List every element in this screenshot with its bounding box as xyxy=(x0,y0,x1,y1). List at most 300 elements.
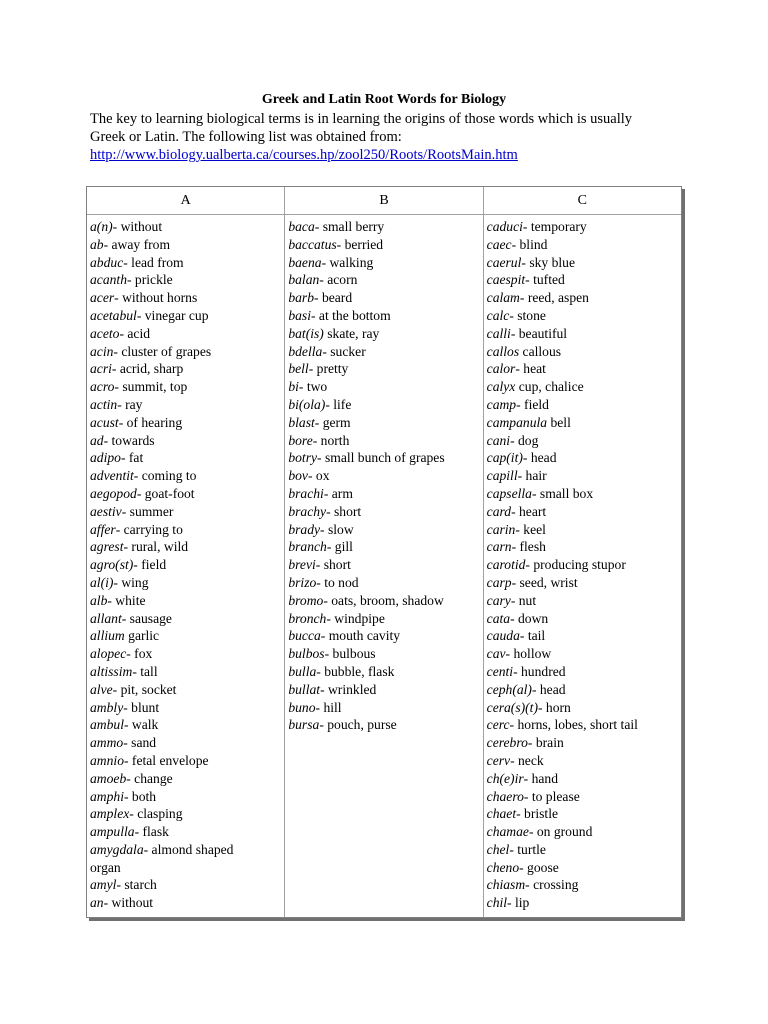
root-separator: - xyxy=(316,663,321,679)
root-term: campanula xyxy=(486,414,548,430)
root-meaning: coming to xyxy=(138,468,197,484)
root-meaning: pit, socket xyxy=(117,681,177,697)
root-meaning: crossing xyxy=(529,877,579,893)
root-meaning: germ xyxy=(319,414,351,430)
root-entry xyxy=(90,716,284,734)
root-term: baccatus xyxy=(288,236,337,252)
root-meaning: goat-foot xyxy=(141,485,195,501)
root-entry xyxy=(288,592,482,610)
root-meaning: to please xyxy=(528,788,580,804)
root-entry xyxy=(90,788,284,806)
root-term: bov xyxy=(288,468,308,484)
root-separator: - xyxy=(111,361,117,377)
root-term: baena xyxy=(288,254,322,270)
root-entry xyxy=(288,610,482,628)
column-header-c: C xyxy=(577,193,587,208)
root-entry xyxy=(90,556,284,574)
root-meaning: bell xyxy=(547,414,571,430)
root-separator: - xyxy=(321,254,327,270)
root-meaning: blunt xyxy=(127,699,160,715)
root-term: brachy xyxy=(288,503,327,519)
root-separator: - xyxy=(121,610,127,626)
root-separator: - xyxy=(510,752,515,768)
root-separator: - xyxy=(115,521,121,537)
root-entry xyxy=(487,254,681,272)
root-term: cary xyxy=(486,592,511,608)
root-meaning: mouth cavity xyxy=(325,628,401,644)
root-meaning: on ground xyxy=(533,824,593,840)
root-separator: - xyxy=(307,468,313,484)
root-term: acro xyxy=(90,379,115,395)
root-entry xyxy=(90,449,284,467)
root-meaning: horns, lobes, short tail xyxy=(514,717,638,733)
root-meaning: short xyxy=(320,557,351,573)
root-entry xyxy=(288,343,482,361)
root-entry xyxy=(288,325,482,343)
root-entry xyxy=(288,485,482,503)
root-separator: - xyxy=(316,574,321,590)
root-separator: - xyxy=(320,628,326,644)
root-meaning: hollow xyxy=(510,646,552,662)
root-term: aestiv xyxy=(90,503,122,519)
root-term: amnio xyxy=(90,752,124,768)
root-entry xyxy=(487,770,681,788)
root-entry xyxy=(288,271,482,289)
root-term: brachi xyxy=(288,485,324,501)
root-entry xyxy=(487,236,681,254)
table-header-row xyxy=(87,187,681,215)
root-entry xyxy=(487,716,681,734)
root-separator: - xyxy=(509,717,515,733)
root-entry xyxy=(487,378,681,396)
root-term: balan xyxy=(288,272,320,288)
root-separator: - xyxy=(123,539,129,555)
root-meaning: small bunch of grapes xyxy=(321,450,445,466)
root-entry xyxy=(90,254,284,272)
root-entry xyxy=(288,414,482,432)
root-entry xyxy=(90,289,284,307)
root-separator: - xyxy=(509,307,514,323)
root-term: cerv xyxy=(486,752,511,768)
root-entry xyxy=(90,343,284,361)
root-entry xyxy=(90,378,284,396)
root-entry xyxy=(90,841,284,859)
root-entry xyxy=(90,503,284,521)
root-term: cap(it) xyxy=(486,450,523,466)
root-entry xyxy=(288,716,482,734)
root-entry xyxy=(288,378,482,396)
root-separator: - xyxy=(314,219,320,234)
root-meaning: summer xyxy=(126,503,174,519)
root-separator: - xyxy=(519,859,524,875)
root-term: brizo xyxy=(288,574,317,590)
root-meaning: almond shaped xyxy=(148,841,234,857)
root-entry xyxy=(288,236,482,254)
root-meaning: field xyxy=(520,396,549,412)
root-entry xyxy=(487,521,681,539)
intro-paragraph xyxy=(90,110,680,164)
root-term: amphi xyxy=(90,788,124,804)
source-link[interactable]: http://www.biology.ualberta.ca/courses.hp/zool250/Roots/RootsMain.htm xyxy=(90,147,518,163)
root-entry xyxy=(90,645,284,663)
root-separator: - xyxy=(515,361,520,377)
root-separator: - xyxy=(522,219,528,234)
root-separator: - xyxy=(103,895,109,911)
root-entry xyxy=(487,663,681,681)
root-term: chiasm xyxy=(486,877,526,893)
root-entry xyxy=(288,254,482,272)
root-separator: - xyxy=(315,699,321,715)
root-meaning: sky blue xyxy=(525,254,576,270)
intro-line-2: Greek or Latin. The following list was obtained from: xyxy=(90,129,402,145)
root-separator: - xyxy=(143,841,149,857)
root-separator: - xyxy=(123,752,129,768)
root-separator: - xyxy=(320,681,325,697)
root-meaning: temporary xyxy=(527,219,587,234)
root-entry xyxy=(90,467,284,485)
root-separator: - xyxy=(314,414,320,430)
root-term: aegopod xyxy=(90,485,137,501)
root-entry xyxy=(487,699,681,717)
root-meaning: starch xyxy=(120,877,157,893)
root-separator: - xyxy=(121,503,127,519)
root-meaning: heart xyxy=(515,503,547,519)
root-separator: - xyxy=(326,539,332,555)
column-c-entries xyxy=(484,215,681,917)
root-entry xyxy=(288,681,482,699)
root-term: affer xyxy=(90,521,116,537)
root-term: aceto xyxy=(90,325,120,341)
root-meaning: clasping xyxy=(133,806,183,822)
root-separator: - xyxy=(517,468,523,484)
root-entry xyxy=(487,841,681,859)
root-meaning: away from xyxy=(108,236,171,252)
root-entry xyxy=(90,752,284,770)
root-term: calli xyxy=(486,325,511,341)
root-separator: - xyxy=(336,236,342,252)
root-separator: - xyxy=(315,557,321,573)
root-term: bore xyxy=(288,432,313,448)
root-separator: - xyxy=(527,735,533,751)
root-meaning: short xyxy=(330,503,362,519)
root-term: calyx xyxy=(486,379,516,395)
root-term: actin xyxy=(90,396,118,412)
root-term: cheno xyxy=(486,859,520,875)
root-term: allium xyxy=(90,628,125,644)
root-entry xyxy=(90,396,284,414)
root-entry xyxy=(90,770,284,788)
root-term: bell xyxy=(288,361,309,377)
root-meaning: heat xyxy=(519,361,546,377)
root-term: chel xyxy=(486,841,510,857)
root-entry xyxy=(90,574,284,592)
root-entry xyxy=(288,699,482,717)
root-entry xyxy=(90,681,284,699)
root-term: chaet xyxy=(486,806,517,822)
root-term: caduci xyxy=(486,219,523,234)
column-a-entries xyxy=(87,215,285,917)
root-entry xyxy=(90,218,284,236)
root-term: bronch xyxy=(288,610,327,626)
root-meaning: bulbous xyxy=(329,646,376,662)
root-entry xyxy=(487,894,681,912)
root-entry xyxy=(90,325,284,343)
root-term: acin xyxy=(90,343,114,359)
root-entry xyxy=(288,503,482,521)
root-separator: - xyxy=(112,219,118,234)
root-term: branch xyxy=(288,539,327,555)
root-entry xyxy=(487,360,681,378)
root-entry xyxy=(487,449,681,467)
root-separator: - xyxy=(323,592,328,608)
root-term: bdella xyxy=(288,343,323,359)
root-entry xyxy=(487,681,681,699)
root-entry xyxy=(487,752,681,770)
root-meaning: pretty xyxy=(313,361,349,377)
root-entry xyxy=(487,307,681,325)
root-separator: - xyxy=(525,272,530,288)
root-meaning: arm xyxy=(328,485,353,501)
root-entry xyxy=(90,894,284,912)
root-meaning: acrid, sharp xyxy=(116,361,184,377)
root-meaning: head xyxy=(536,681,566,697)
intro-line-1: The key to learning biological terms is in learning the origins of those words which is usually xyxy=(90,111,633,127)
root-meaning: hundred xyxy=(517,663,566,679)
root-separator: - xyxy=(326,503,331,519)
root-term: brevi xyxy=(288,557,316,573)
root-entry xyxy=(288,663,482,681)
root-term: an xyxy=(90,895,104,911)
root-entry xyxy=(288,432,482,450)
root-term: cera(s)(t) xyxy=(486,699,538,715)
root-meaning: dog xyxy=(514,432,539,448)
root-entry xyxy=(487,734,681,752)
root-separator: - xyxy=(525,557,530,573)
root-meaning: berried xyxy=(341,236,384,252)
root-term: bi xyxy=(288,379,299,395)
root-meaning: stone xyxy=(513,307,546,323)
root-meaning: carrying to xyxy=(120,521,183,537)
root-meaning: ray xyxy=(121,396,143,412)
root-meaning: reed, aspen xyxy=(524,290,589,306)
root-meaning: windpipe xyxy=(330,610,385,626)
root-meaning: seed, wrist xyxy=(516,574,578,590)
root-entry xyxy=(90,360,284,378)
root-term: allant xyxy=(90,610,122,626)
root-separator: - xyxy=(538,699,543,715)
root-entry xyxy=(90,610,284,628)
root-term: brady xyxy=(288,521,321,537)
root-meaning: life xyxy=(329,396,352,412)
root-meaning: hand xyxy=(528,770,559,786)
root-separator: - xyxy=(509,841,514,857)
root-entry xyxy=(487,485,681,503)
root-meaning: both xyxy=(128,788,157,804)
root-entry xyxy=(487,788,681,806)
root-entry xyxy=(487,414,681,432)
root-meaning: skate, ray xyxy=(323,325,380,341)
root-meaning: fetal envelope xyxy=(128,752,209,768)
root-entry xyxy=(90,432,284,450)
root-meaning: flask xyxy=(139,824,169,840)
root-term: chamae xyxy=(486,824,529,840)
root-term: ceph(al) xyxy=(486,681,532,697)
root-entry xyxy=(487,823,681,841)
root-term: cerc xyxy=(486,717,510,733)
root-meaning: small box xyxy=(536,485,594,501)
root-separator: - xyxy=(136,307,142,323)
root-separator: - xyxy=(312,432,318,448)
root-entry xyxy=(288,289,482,307)
root-term: ambul xyxy=(90,717,124,733)
root-meaning: keel xyxy=(519,521,546,537)
root-term: adventit xyxy=(90,468,134,484)
root-separator: - xyxy=(129,806,134,822)
root-entry xyxy=(90,538,284,556)
root-meaning: beard xyxy=(318,290,353,306)
root-term: adipo xyxy=(90,450,121,466)
root-term: bursa xyxy=(288,717,320,733)
root-meaning: nut xyxy=(515,592,537,608)
root-meaning: walk xyxy=(128,717,159,733)
root-term: capill xyxy=(486,468,518,484)
root-entry xyxy=(487,859,681,877)
root-term: carp xyxy=(486,574,512,590)
root-term: basi xyxy=(288,307,311,323)
root-meaning: north xyxy=(317,432,350,448)
root-entry xyxy=(487,592,681,610)
root-entry xyxy=(90,521,284,539)
root-entry xyxy=(487,218,681,236)
root-separator: - xyxy=(317,450,322,466)
root-meaning: tail xyxy=(524,628,546,644)
root-entry xyxy=(90,823,284,841)
root-term: a(n) xyxy=(90,219,113,234)
root-entry xyxy=(487,432,681,450)
root-separator: - xyxy=(531,681,537,697)
root-meaning: acorn xyxy=(323,272,358,288)
root-meaning: without xyxy=(117,219,163,234)
root-separator: - xyxy=(311,307,316,323)
root-term: buno xyxy=(288,699,316,715)
root-entry xyxy=(288,538,482,556)
root-term: calor xyxy=(486,361,516,377)
root-meaning: goose xyxy=(523,859,559,875)
root-meaning: sausage xyxy=(126,610,172,626)
root-separator: - xyxy=(323,485,329,501)
root-entry xyxy=(487,610,681,628)
root-term: amyl xyxy=(90,877,117,893)
root-separator: - xyxy=(117,396,122,412)
root-separator: - xyxy=(107,592,112,608)
root-entry xyxy=(288,218,482,236)
root-term: agrest xyxy=(90,539,124,555)
root-meaning: bristle xyxy=(520,806,559,822)
root-entry xyxy=(90,627,284,645)
root-meaning: at the bottom xyxy=(315,307,391,323)
root-term: alopec xyxy=(90,646,127,662)
root-term: bromo xyxy=(288,592,324,608)
root-entry xyxy=(90,414,284,432)
root-entry xyxy=(487,396,681,414)
root-term: ad xyxy=(90,432,104,448)
root-separator: - xyxy=(510,432,515,448)
root-meaning: lip xyxy=(511,895,530,911)
root-entry xyxy=(288,467,482,485)
root-separator: - xyxy=(112,681,118,697)
root-separator: - xyxy=(510,610,515,626)
root-entry xyxy=(90,859,284,877)
root-entry xyxy=(487,503,681,521)
root-meaning: walking xyxy=(326,254,374,270)
root-entry xyxy=(90,876,284,894)
root-separator: - xyxy=(522,450,528,466)
root-term: caec xyxy=(486,236,512,252)
root-meaning: towards xyxy=(108,432,155,448)
root-separator: - xyxy=(513,663,518,679)
root-meaning: neck xyxy=(514,752,544,768)
root-meaning: head xyxy=(527,450,557,466)
root-meaning: tall xyxy=(136,663,158,679)
root-meaning: turtle xyxy=(513,841,546,857)
root-term: altissim xyxy=(90,663,133,679)
root-meaning: gill xyxy=(331,539,353,555)
root-term: capsella xyxy=(486,485,532,501)
root-separator: - xyxy=(507,895,512,911)
root-separator: - xyxy=(123,735,128,751)
root-term: carn xyxy=(486,539,512,555)
root-separator: - xyxy=(120,450,126,466)
root-separator: - xyxy=(126,770,131,786)
root-term: alb xyxy=(90,592,108,608)
root-separator: - xyxy=(133,468,139,484)
root-meaning: rural, wild xyxy=(128,539,189,555)
root-meaning: field xyxy=(137,557,167,573)
root-term: ch(e)ir xyxy=(486,770,524,786)
root-term: bat(is) xyxy=(288,325,324,341)
root-entry xyxy=(288,449,482,467)
root-entry xyxy=(288,556,482,574)
root-entry xyxy=(90,663,284,681)
column-header-b: B xyxy=(285,187,483,214)
root-term: agro(st) xyxy=(90,557,134,573)
root-term: baca xyxy=(288,219,315,234)
root-separator: - xyxy=(116,877,121,893)
root-term: blast xyxy=(288,414,315,430)
root-separator: - xyxy=(521,254,526,270)
root-separator: - xyxy=(511,503,516,519)
root-term: card xyxy=(486,503,512,519)
root-meaning: without xyxy=(108,895,154,911)
root-meaning: organ xyxy=(90,859,121,875)
root-entry xyxy=(487,343,681,361)
root-meaning: sucker xyxy=(326,343,366,359)
root-term: acust xyxy=(90,414,119,430)
root-term: centi xyxy=(486,663,514,679)
root-separator: - xyxy=(119,325,124,341)
root-meaning: down xyxy=(514,610,549,626)
root-term: carotid xyxy=(486,557,526,573)
root-entry xyxy=(288,360,482,378)
root-separator: - xyxy=(326,610,331,626)
root-entry xyxy=(288,645,482,663)
column-b-entries xyxy=(285,215,483,917)
root-term: acer xyxy=(90,290,115,306)
root-separator: - xyxy=(511,539,517,555)
root-term: bulbos xyxy=(288,646,325,662)
root-entry xyxy=(487,574,681,592)
root-meaning: tufted xyxy=(529,272,565,288)
